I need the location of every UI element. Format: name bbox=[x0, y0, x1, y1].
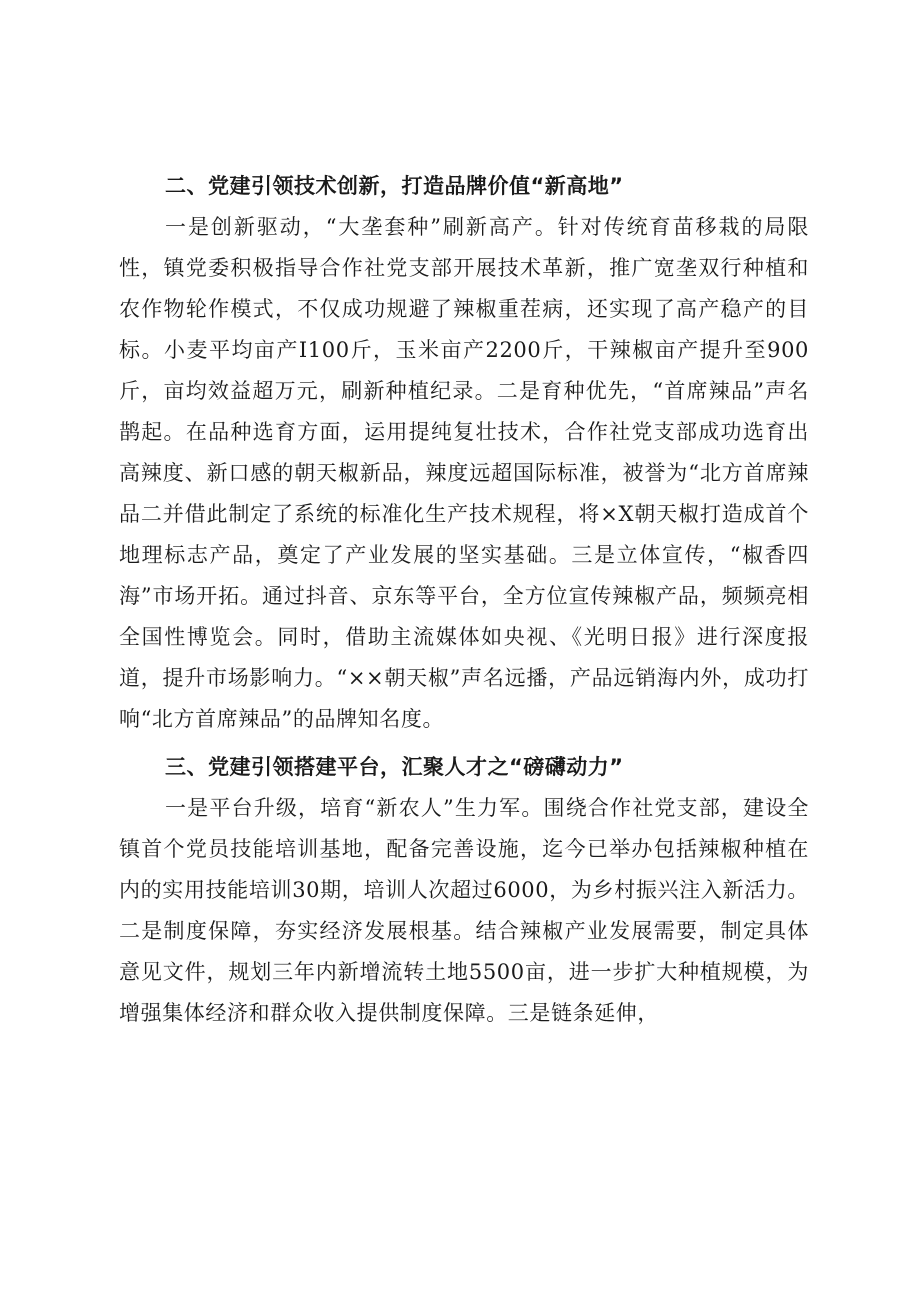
section-2-paragraph: 一是创新驱动，“大垄套种”刷新高产。针对传统育苗移栽的局限性，镇党委积极指导合作社党支部开展技术革新，推广宽垄双行种植和农作物轮作模式，不仅成功规避了辣椒重茬病，还实现了高产稳产的目标。小麦平均亩产I100斤，玉米亩产2200斤，干辣椒亩产提升至900斤，亩均效益超万元，刷新种植纪录。二是育种优先，“首席辣品”声名鹊起。在品种选育方面，运用提纯复壮技术，合作社党支部成功选育出高辣度、新口感的朝天椒新品，辣度远超国际标准，被誉为“北方首席辣品二并借此制定了系统的标准化生产技术规程，将×X朝天椒打造成首个地理标志产品，奠定了产业发展的坚实基础。三是立体宣传，“椒香四海”市场开拓。通过抖音、京东等平台，全方位宣传辣椒产品，频频亮相全国性博览会。同时，借助主流媒体如央视、《光明日报》进行深度报道，提升市场影响力。“××朝天椒”声名远播，产品远销海内外，成功打响“北方首席辣品”的品牌知名度。 bbox=[119, 215, 809, 731]
section-3-paragraph: 一是平台升级，培育“新农人”生力军。围绕合作社党支部，建设全镇首个党员技能培训基地，配备完善设施，迄今已举办包括辣椒种植在内的实用技能培训30期，培训人次超过6000，为乡村振兴注入新活力。二是制度保障，夯实经济发展根基。结合辣椒产业发展需要，制定具体意见文件，规划三年内新增流转土地5500亩，进一步扩大种植规模，为增强集体经济和群众收入提供制度保障。三是链条延伸， bbox=[119, 796, 809, 1025]
document-body bbox=[119, 165, 809, 1034]
section-2-heading: 二、党建引领技术创新，打造品牌价值“新高地” bbox=[165, 174, 624, 198]
section-3-heading: 三、党建引领搭建平台，汇聚人才之“磅礴动力” bbox=[165, 755, 624, 779]
